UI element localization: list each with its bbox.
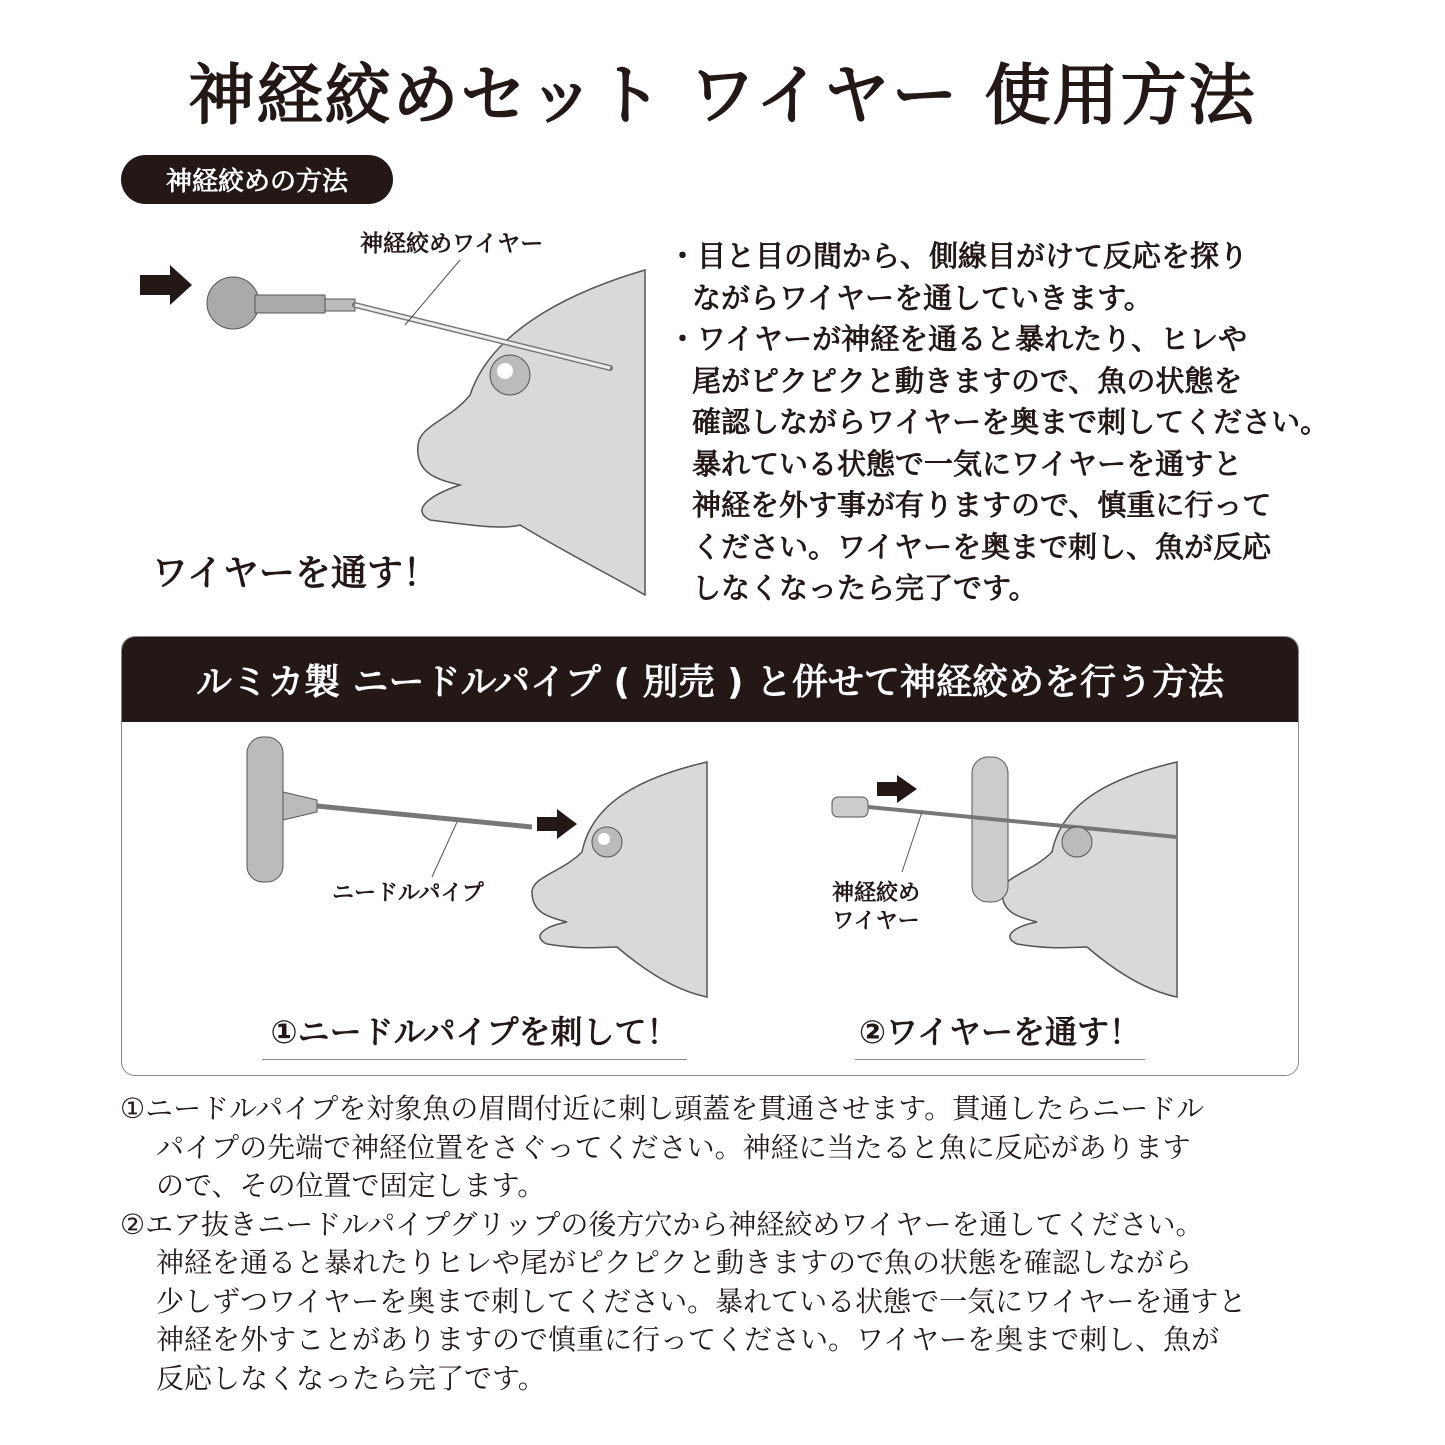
arrow-icon (877, 775, 917, 803)
text-line: 神経を通ると暴れたりヒレや尾がピクピクと動きますので魚の状態を確認しながら (156, 1246, 1193, 1279)
text-line: 神経を外すことがありますので慎重に行ってください。ワイヤーを奥まで刺し、魚が (156, 1323, 1220, 1356)
text-line: 暴れている状態で一気にワイヤーを通すと (692, 446, 1243, 481)
section-label-pill: 神経絞めの方法 (121, 155, 393, 204)
instructions-text (668, 236, 1329, 610)
fish-head (532, 762, 707, 997)
text-line: ながらワイヤーを通していきます。 (692, 280, 1153, 315)
arrow-icon (537, 809, 577, 839)
wire-label (832, 880, 920, 936)
text-line: ください。ワイヤーを奥まで刺し、魚が反応 (692, 529, 1272, 564)
wire-label-line: 神経絞め (832, 881, 921, 906)
text-line: 反応しなくなったら完了です。 (156, 1361, 546, 1395)
fish-head (418, 270, 645, 595)
text-line: ・目と目の間から、側線目がけて反応を探り (668, 239, 1249, 273)
text-line: 神経を外す事が有りますので、慎重に行って (692, 488, 1272, 522)
needle-grip (247, 737, 283, 882)
notes-text (120, 1090, 1246, 1398)
needle-grip (972, 757, 1008, 902)
section-header: ルミカ製 ニードルパイプ ( 別売 ) と併せて神経絞めを行う方法 (122, 637, 1298, 722)
step1-illustration (242, 732, 712, 1002)
text-line: しなくなったら完了です。 (692, 571, 1038, 605)
arrow-icon (140, 265, 192, 305)
needle-pipe-label: ニードルパイプ (332, 881, 484, 906)
text-line: ・ワイヤーが神経を通ると暴れたり、ヒレや (668, 322, 1248, 356)
text-line: 尾がピクピクと動きますので、魚の状態を (692, 363, 1243, 398)
wire-handle (207, 277, 259, 329)
step2-illustration (822, 732, 1182, 1012)
text-line: ②エア抜きニードルパイプグリップの後方穴から神経絞めワイヤーを通してください。 (120, 1207, 1204, 1241)
text-line: パイプの先端で神経位置をさぐってください。神経に当たると魚に反応があります (156, 1130, 1191, 1164)
step2-caption: ②ワイヤーを通す！ (855, 1007, 1145, 1060)
needle-pipe (317, 806, 532, 827)
text-line: ので、その位置で固定します。 (156, 1169, 546, 1202)
wire-caption: ワイヤーを通す！ (152, 553, 439, 594)
text-line: 少しずつワイヤーを奥まで刺してください。暴れている状態で一気にワイヤーを通すと (156, 1284, 1247, 1318)
fish-head (1002, 762, 1177, 997)
text-line: ①ニードルパイプを対象魚の眉間付近に刺し頭蓋を貫通させます。貫通したらニードル (120, 1092, 1205, 1125)
wire-label-line: ワイヤー (832, 909, 920, 934)
wire-label: 神経絞めワイヤー (360, 231, 544, 257)
needle-pipe-section (121, 636, 1299, 1076)
text-line: 確認しながらワイヤーを奥まで刺してください。 (692, 405, 1330, 439)
step1-caption: ①ニードルパイプを刺して！ (262, 1007, 687, 1060)
page-title: 神経絞めセット ワイヤー 使用方法 (188, 57, 1257, 134)
